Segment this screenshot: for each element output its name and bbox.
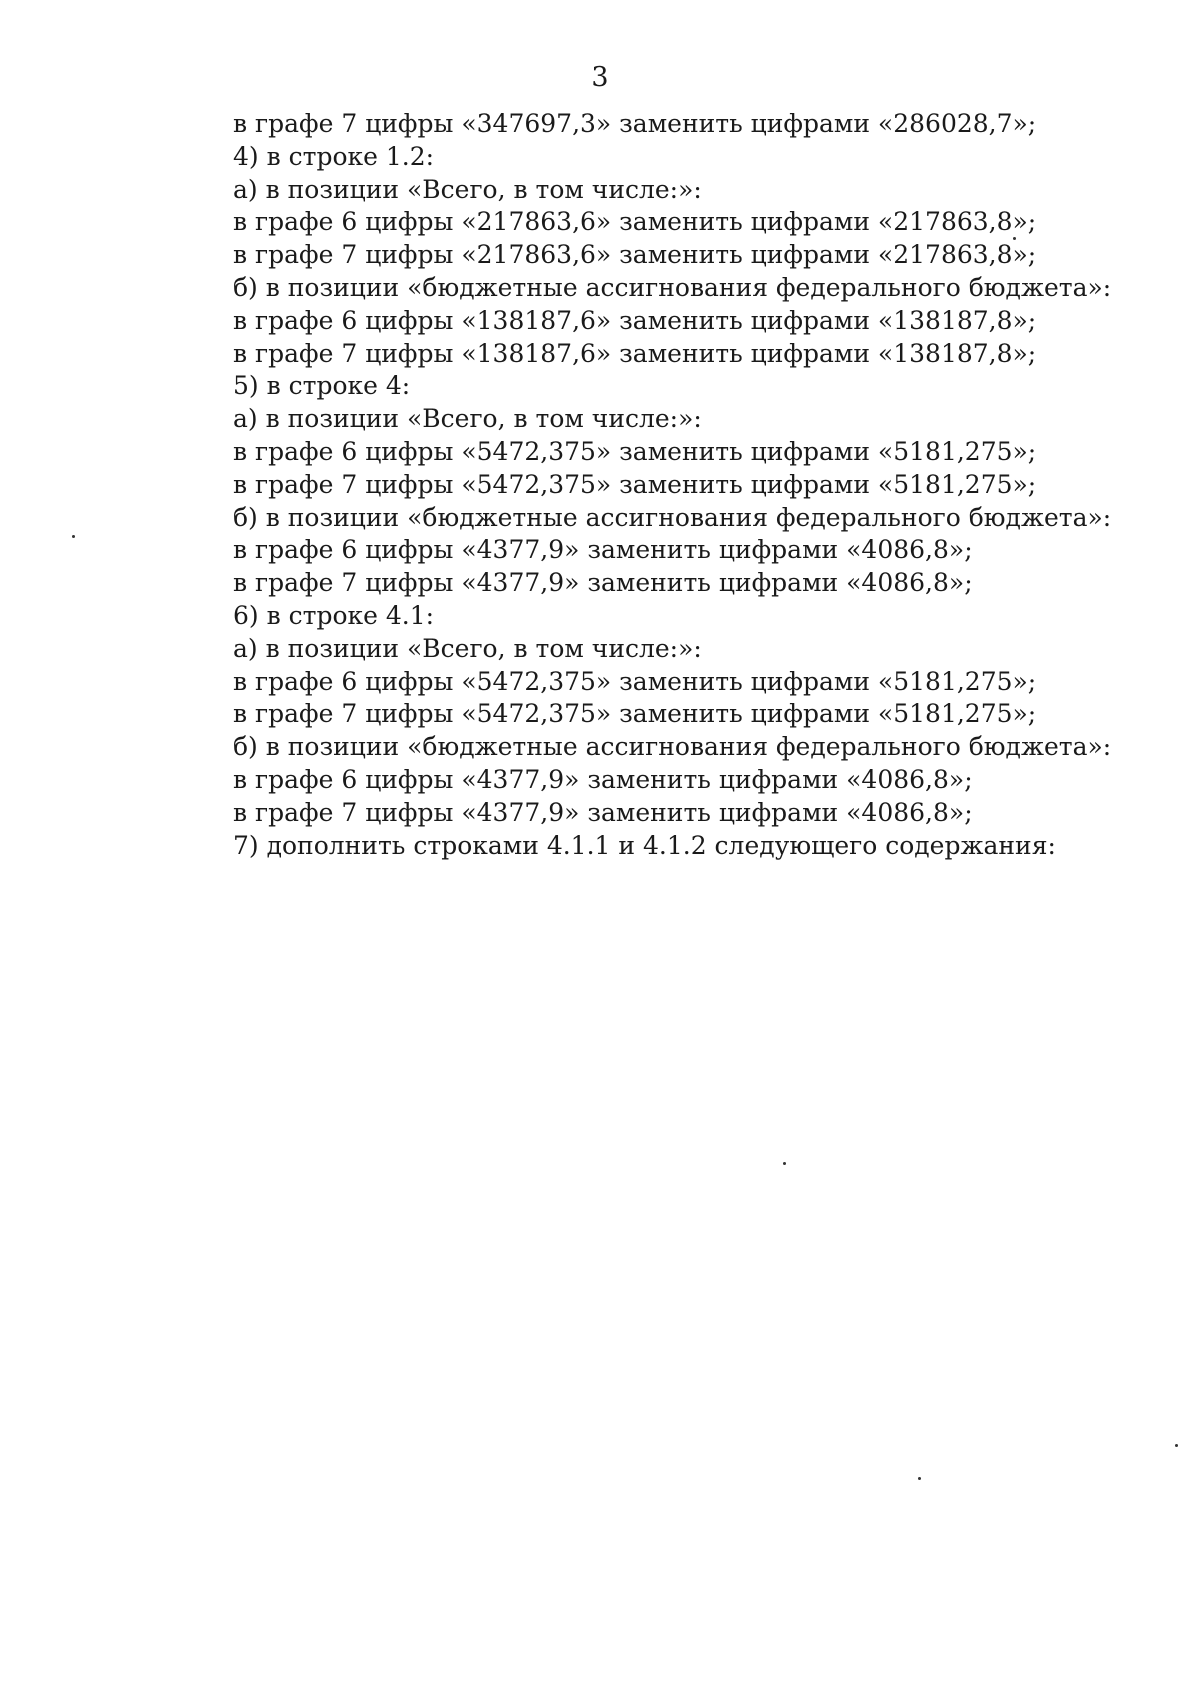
- text-line: в графе 6 цифры «217863,6» заменить цифрами «217863,8»;: [233, 207, 1037, 237]
- text-line: в графе 7 цифры «5472,375» заменить цифрами «5181,275»;: [233, 469, 1037, 499]
- text-line: в графе 7 цифры «217863,6» заменить цифрами «217863,8»;: [233, 240, 1037, 270]
- text-line: 5) в строке 4:: [233, 371, 411, 401]
- text-line: в графе 6 цифры «4377,9» заменить цифрами «4086,8»;: [233, 535, 973, 565]
- scan-speck: [1013, 237, 1016, 240]
- text-line: а) в позиции «Всего, в том числе:»:: [233, 404, 702, 434]
- text-line: в графе 7 цифры «347697,3» заменить цифрами «286028,7»;: [233, 109, 1037, 138]
- scan-speck: [783, 1162, 786, 1165]
- scan-speck: [1175, 1444, 1178, 1447]
- text-line: б) в позиции «бюджетные ассигнования федерального бюджета»:: [233, 732, 1112, 762]
- text-line: в графе 7 цифры «138187,6» заменить цифрами «138187,8»;: [233, 338, 1037, 368]
- document-body: [233, 108, 1133, 862]
- scan-speck: [918, 1477, 921, 1480]
- text-line: б) в позиции «бюджетные ассигнования федерального бюджета»:: [233, 502, 1112, 532]
- text-line: 6) в строке 4.1:: [233, 600, 435, 630]
- text-line: а) в позиции «Всего, в том числе:»:: [233, 633, 702, 663]
- text-line: в графе 7 цифры «5472,375» заменить цифрами «5181,275»;: [233, 699, 1037, 729]
- text-line: 7) дополнить строками 4.1.1 и 4.1.2 следующего содержания:: [233, 830, 1056, 860]
- text-line: в графе 7 цифры «4377,9» заменить цифрами «4086,8»;: [233, 568, 973, 598]
- text-line: в графе 6 цифры «5472,375» заменить цифрами «5181,275»;: [233, 666, 1037, 696]
- text-line: в графе 6 цифры «4377,9» заменить цифрами «4086,8»;: [233, 764, 973, 794]
- scan-speck: [72, 535, 75, 538]
- text-line: 4) в строке 1.2:: [233, 141, 435, 171]
- page-number: 3: [591, 62, 609, 93]
- text-line: в графе 7 цифры «4377,9» заменить цифрами «4086,8»;: [233, 797, 973, 827]
- text-line: в графе 6 цифры «138187,6» заменить цифрами «138187,8»;: [233, 305, 1037, 335]
- text-line: а) в позиции «Всего, в том числе:»:: [233, 174, 702, 204]
- text-line: б) в позиции «бюджетные ассигнования федерального бюджета»:: [233, 272, 1112, 302]
- text-line: в графе 6 цифры «5472,375» заменить цифрами «5181,275»;: [233, 436, 1037, 466]
